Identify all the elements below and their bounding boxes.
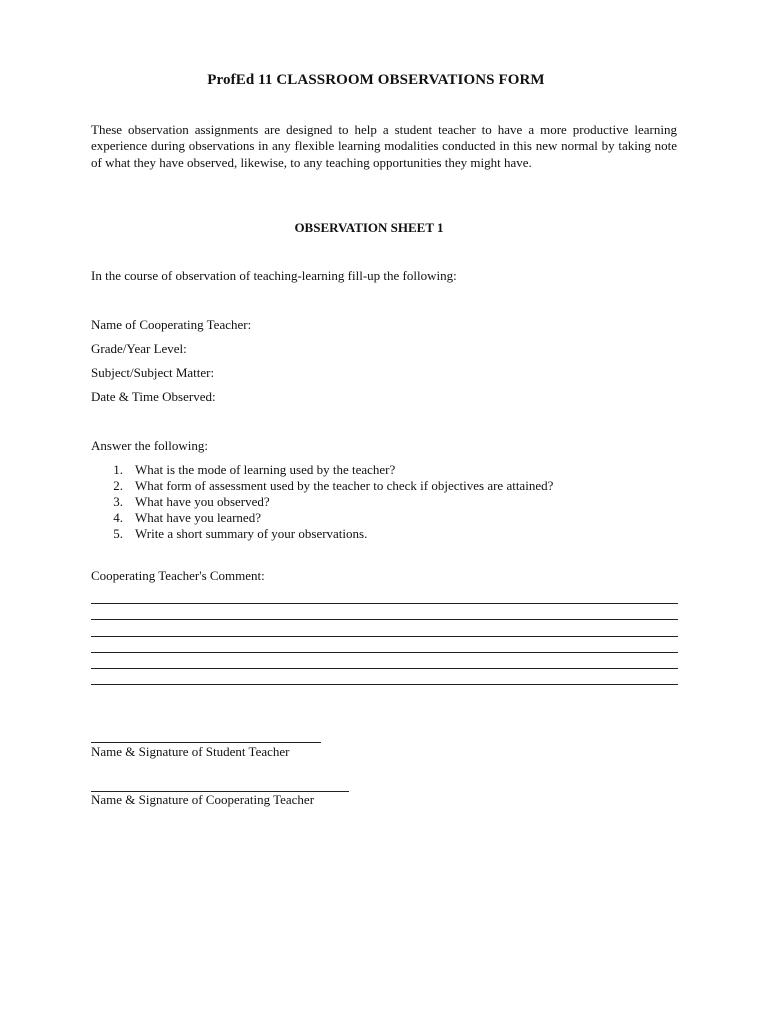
field-grade-year-level: Grade/Year Level:: [91, 341, 187, 356]
question-item: [91, 526, 553, 542]
question-text: What form of assessment used by the teacher to check if objectives are attained?: [135, 478, 554, 493]
question-number: 2.: [113, 478, 123, 493]
question-number: 4.: [113, 510, 123, 525]
comment-line: [91, 684, 678, 685]
question-text: What have you observed?: [135, 494, 270, 509]
comment-line: [91, 652, 678, 653]
question-list: [91, 462, 553, 542]
form-title: ProfEd 11 CLASSROOM OBSERVATIONS FORM: [207, 72, 545, 88]
field-date-time-observed: Date & Time Observed:: [91, 389, 216, 404]
sheet-title: OBSERVATION SHEET 1: [294, 220, 444, 235]
instruction-text: In the course of observation of teaching-learning fill-up the following:: [91, 268, 457, 283]
question-number: 5.: [113, 526, 123, 541]
comment-label: Cooperating Teacher's Comment:: [91, 568, 265, 583]
question-number: 3.: [113, 494, 123, 509]
question-text: What have you learned?: [135, 510, 261, 525]
comment-line: [91, 636, 678, 637]
question-item: [91, 478, 553, 494]
comment-line: [91, 603, 678, 604]
question-item: [91, 462, 553, 478]
student-signature-line: [91, 742, 321, 743]
question-number: 1.: [113, 462, 123, 477]
field-cooperating-teacher: Name of Cooperating Teacher:: [91, 317, 252, 332]
question-item: [91, 494, 553, 510]
question-text: What is the mode of learning used by the teacher?: [135, 462, 396, 477]
field-subject-matter: Subject/Subject Matter:: [91, 365, 215, 380]
question-item: [91, 510, 553, 526]
cooperating-signature-label: Name & Signature of Cooperating Teacher: [91, 792, 315, 807]
comment-line: [91, 619, 678, 620]
intro-paragraph: These observation assignments are designed to help a student teacher to have a more productive learning experience during observations in any flexible learning modalities conducted in this new normal by taking note of what they have observed, likewise, to any teaching opportunities they might have.: [91, 122, 677, 170]
comment-line: [91, 668, 678, 669]
answer-heading: Answer the following:: [91, 438, 208, 453]
question-text: Write a short summary of your observations.: [135, 526, 368, 541]
student-signature-label: Name & Signature of Student Teacher: [91, 744, 290, 759]
